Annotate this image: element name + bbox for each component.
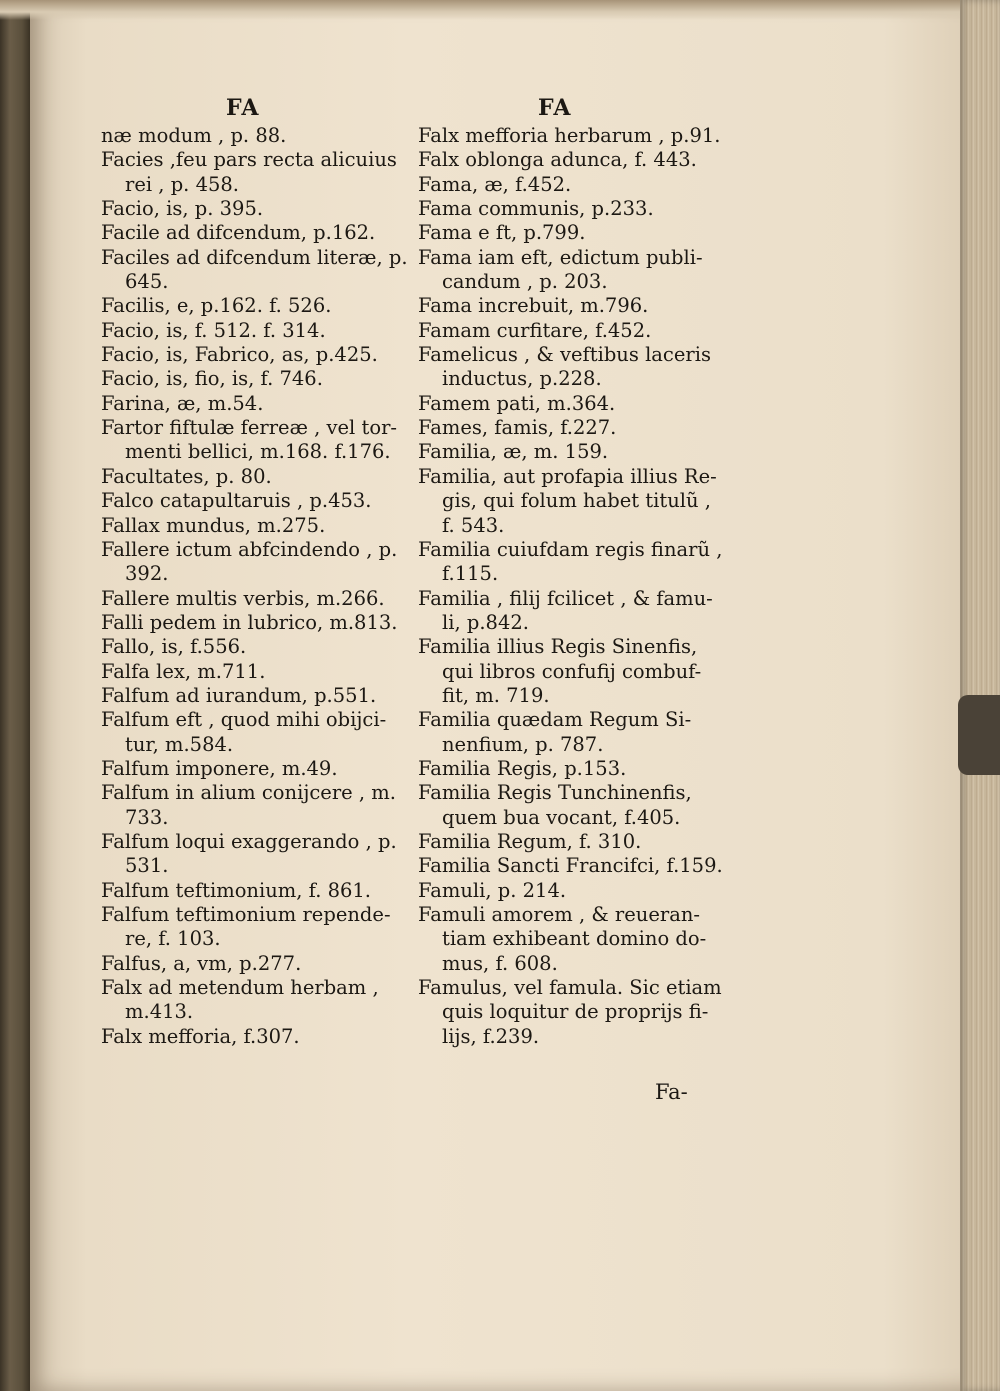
right-running-header: FA — [538, 95, 572, 121]
entry-continuation-line: 531. — [125, 854, 169, 878]
left-column — [101, 95, 408, 1049]
index-entry — [418, 538, 738, 587]
entry-headword-line: Facio, is, fio, is, f. 746. — [101, 367, 323, 391]
index-entry — [101, 538, 401, 587]
entry-headword-line: Fames, famis, f.227. — [418, 416, 617, 440]
entry-continuation-line: f.115. — [442, 562, 499, 586]
entry-headword-line: Facilis, e, p.162. f. 526. — [101, 294, 332, 318]
entry-headword-line: Falfum teftimonium repende- — [101, 903, 391, 926]
entry-headword-line: Falli pedem in lubrico, m.813. — [101, 610, 398, 634]
catchword: Fa- — [655, 1080, 688, 1104]
entry-continuation-line: 645. — [125, 270, 169, 294]
entry-continuation-line: f. 543. — [442, 513, 505, 537]
index-entry — [418, 246, 738, 295]
index-entry — [101, 611, 401, 635]
index-entry — [418, 319, 738, 343]
entry-headword-line: Falfum ad iurandum, p.551. — [101, 683, 377, 707]
entry-headword-line: Falfa lex, m.711. — [101, 659, 266, 683]
right-entries — [418, 124, 738, 1049]
entry-headword-line: Familia, aut profapia illius Re- — [418, 464, 717, 488]
index-entry — [101, 489, 401, 513]
index-entry — [101, 245, 408, 295]
entry-headword-line: Fama, æ, f.452. — [418, 172, 572, 196]
index-entry — [418, 854, 738, 878]
entry-continuation-line: m.413. — [125, 1000, 194, 1024]
entry-continuation-line: tur, m.584. — [125, 732, 234, 756]
entry-continuation-line: tiam exhibeant domino do- — [442, 927, 707, 951]
entry-headword-line: Fama iam eft, edictum publi- — [418, 245, 703, 269]
entry-headword-line: Fallere ictum abfcindendo , p. — [101, 537, 398, 561]
index-entry — [418, 440, 738, 464]
index-entry — [418, 173, 738, 197]
index-entry — [101, 514, 401, 538]
entry-headword-line: næ modum , p. 88. — [101, 124, 287, 147]
entry-headword-line: Familia , filij fcilicet , & famu- — [418, 586, 713, 610]
index-entry — [101, 392, 401, 416]
index-entry — [418, 124, 738, 148]
index-entry — [418, 416, 738, 440]
entry-headword-line: Familia Sancti Francifci, f.159. — [418, 854, 723, 878]
index-entry — [101, 148, 401, 197]
index-entry — [418, 148, 738, 172]
index-entry — [418, 465, 738, 538]
index-entry — [101, 1025, 401, 1049]
entry-continuation-line: quem bua vocant, f.405. — [442, 805, 681, 829]
entry-continuation-line: candum , p. 203. — [442, 270, 608, 294]
index-entry — [101, 830, 401, 879]
entry-headword-line: Fallax mundus, m.275. — [101, 513, 326, 537]
index-entry — [418, 197, 738, 221]
entry-continuation-line: 733. — [125, 805, 169, 829]
index-entry — [418, 830, 738, 854]
index-entry — [101, 367, 401, 391]
index-entry — [101, 587, 401, 611]
index-entry — [418, 976, 738, 1049]
index-entry — [101, 903, 401, 952]
bookmark-tab — [958, 695, 1000, 775]
entry-headword-line: Falx mefforia, f.307. — [101, 1024, 300, 1048]
entry-continuation-line: qui libros confufij combuf- — [442, 659, 702, 683]
index-entry — [418, 757, 738, 781]
left-entries — [101, 124, 408, 1049]
entry-headword-line: Famelicus , & veftibus laceris — [418, 343, 711, 367]
entry-continuation-line: lijs, f.239. — [442, 1024, 540, 1048]
entry-headword-line: Fama e ft, p.799. — [418, 221, 586, 245]
index-entry — [101, 684, 401, 708]
entry-headword-line: Familia Regum, f. 310. — [418, 829, 642, 853]
entry-continuation-line: re, f. 103. — [125, 927, 221, 951]
entry-headword-line: Fartor fiftulæ ferreæ , vel tor- — [101, 416, 397, 440]
index-entry — [101, 343, 401, 367]
index-entry — [418, 343, 738, 392]
index-entry — [101, 416, 401, 465]
entry-headword-line: Facio, is, Fabrico, as, p.425. — [101, 343, 378, 367]
entry-headword-line: Familia cuiufdam regis finarũ , — [418, 537, 723, 561]
entry-headword-line: Familia, æ, m. 159. — [418, 440, 609, 464]
index-entry — [101, 124, 401, 148]
entry-continuation-line: gis, qui folum habet titulũ , — [442, 489, 711, 513]
index-entry — [418, 587, 738, 636]
entry-continuation-line: 392. — [125, 562, 169, 586]
entry-headword-line: Famam curfitare, f.452. — [418, 318, 652, 342]
entry-headword-line: Facio, is, f. 512. f. 314. — [101, 318, 326, 342]
entry-headword-line: Falfum eft , quod mihi obijci- — [101, 708, 387, 732]
entry-headword-line: Facio, is, p. 395. — [101, 197, 264, 221]
left-running-header: FA — [226, 95, 260, 121]
entry-continuation-line: rei , p. 458. — [125, 172, 239, 196]
index-entry — [101, 976, 401, 1025]
index-entry — [101, 952, 401, 976]
entry-headword-line: Familia quædam Regum Si- — [418, 708, 692, 732]
right-column — [418, 96, 738, 1049]
entry-headword-line: Famuli, p. 214. — [418, 878, 567, 902]
entry-headword-line: Facile ad difcendum, p.162. — [101, 221, 376, 245]
page-top-shadow — [0, 0, 1000, 20]
entry-continuation-line: menti bellici, m.168. f.176. — [125, 440, 391, 464]
entry-continuation-line: mus, f. 608. — [442, 951, 558, 975]
entry-headword-line: Facultates, p. 80. — [101, 464, 272, 488]
entry-continuation-line: quis loquitur de proprijs fi- — [442, 1000, 709, 1024]
entry-headword-line: Famuli amorem , & reueran- — [418, 903, 700, 926]
entry-headword-line: Falfum teftimonium, f. 861. — [101, 878, 372, 902]
index-entry — [101, 879, 401, 903]
entry-headword-line: Fallo, is, f.556. — [101, 635, 247, 659]
entry-headword-line: Falfus, a, vm, p.277. — [101, 951, 302, 975]
entry-headword-line: Falx mefforia herbarum , p.91. — [418, 124, 721, 147]
index-entry — [101, 465, 401, 489]
index-entry — [101, 221, 401, 245]
entry-headword-line: Facies ,feu pars recta alicuius — [101, 148, 397, 172]
index-entry — [101, 708, 401, 757]
entry-headword-line: Faciles ad difcendum literæ, p. — [101, 245, 408, 269]
entry-headword-line: Familia Regis, p.153. — [418, 756, 627, 780]
index-entry — [418, 221, 738, 245]
entry-headword-line: Familia Regis Tunchinenfis, — [418, 781, 692, 805]
entry-headword-line: Fama communis, p.233. — [418, 197, 654, 221]
index-entry — [101, 757, 401, 781]
entry-headword-line: Falx oblonga adunca, f. 443. — [418, 148, 697, 172]
entry-continuation-line: li, p.842. — [442, 610, 529, 634]
entry-headword-line: Falco catapultaruis , p.453. — [101, 489, 372, 513]
entry-headword-line: Farina, æ, m.54. — [101, 391, 264, 415]
index-entry — [101, 781, 401, 830]
entry-headword-line: Famulus, vel famula. Sic etiam — [418, 976, 722, 1000]
entry-headword-line: Falfum imponere, m.49. — [101, 756, 338, 780]
entry-headword-line: Fama increbuit, m.796. — [418, 294, 649, 318]
entry-headword-line: Famem pati, m.364. — [418, 391, 616, 415]
entry-headword-line: Falfum loqui exaggerando , p. — [101, 829, 397, 853]
entry-continuation-line: nenfium, p. 787. — [442, 732, 604, 756]
entry-headword-line: Falx ad metendum herbam , — [101, 976, 379, 1000]
index-entry — [101, 660, 401, 684]
index-entry — [418, 708, 738, 757]
index-entry — [418, 294, 738, 318]
index-entry — [101, 294, 401, 318]
entry-continuation-line: fit, m. 719. — [442, 683, 550, 707]
index-entry — [418, 879, 738, 903]
entry-headword-line: Familia illius Regis Sinenfis, — [418, 635, 698, 659]
index-entry — [101, 197, 401, 221]
entry-headword-line: Falfum in alium conijcere , m. — [101, 781, 396, 805]
index-entry — [418, 392, 738, 416]
index-entry — [101, 635, 401, 659]
entry-headword-line: Fallere multis verbis, m.266. — [101, 586, 385, 610]
index-entry — [418, 781, 738, 830]
index-entry — [418, 903, 738, 976]
index-entry — [418, 635, 738, 708]
index-entry — [101, 319, 401, 343]
entry-continuation-line: inductus, p.228. — [442, 367, 602, 391]
